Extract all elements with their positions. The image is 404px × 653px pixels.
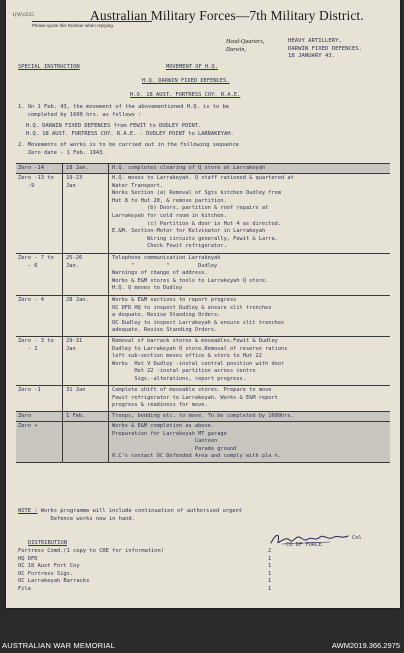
distribution-item: OC Fortress Sigs.: [18, 570, 74, 577]
zero-cell: [18, 338, 54, 353]
zero-cell: [18, 255, 54, 270]
column-divider: [62, 164, 63, 463]
date-range: 25-26: [66, 255, 83, 261]
zero-cell: Zero +: [18, 423, 38, 429]
date-cell: [66, 338, 82, 353]
note-text: Works programme will include continuation of authorised urgent Defence works now in hand.: [40, 508, 242, 522]
distribution-copies: 1: [268, 555, 272, 562]
letterhead-title: Australian Military Forces—7th Military District.: [90, 8, 364, 23]
note-label: NOTE :: [18, 508, 38, 514]
schedule-row: [16, 174, 390, 254]
task-cell: H.Q. moves to Larrakeyah. Q staff rationed & quartered at Water Transport. Works Section (a) Removal of Sgts kitchen Dudley from Hut 8 to Hut 20, & remove partition. (b) Doors, partition & roof repairs at Larrakeyah for cold room in kitchen. (c) Partition & door in Hut 4 as directed. E.&M. Section-Motor for Kelvinator in Larrakeyah Wiring circuits generally, Fewit & Larra. Check Fewit refrigerator.: [112, 175, 294, 250]
task-cell: Complete shift of moveable stores. Prepare to move Fewit refrigerator to Larrakeyah. Works & E&M report progress & readiness for move.: [112, 387, 278, 409]
hq-line: DARWIN FIXED DEFENCES.: [288, 45, 363, 52]
zero-cell: [18, 175, 54, 190]
subject-line-2: H.Q. 18 AUST. FORTRESS COY. R.A.E.: [130, 92, 241, 98]
date-cell: [66, 255, 82, 270]
task-cell: Works & E&M completion as above. Preparation for Larrakeyah MT garage Canteen Parade ground 0.C's contact OC Defended Area and comply with pla n.: [112, 423, 282, 460]
date-cell: [66, 175, 82, 190]
paragraph-1-line: 1. On 1 Feb. 43, the movement of the abovementioned H.Q. is to be: [18, 104, 229, 110]
movement-heading: MOVEMENT OF H.Q.: [166, 64, 218, 70]
date-month: Jan: [66, 345, 76, 352]
zero-end: -9: [18, 182, 35, 189]
date-cell: 31 Jan: [66, 387, 86, 393]
schedule-row: [16, 422, 390, 463]
archive-id: AWM2019.366.2975: [331, 641, 400, 650]
column-divider: [108, 164, 109, 463]
distribution-copies: 1: [268, 563, 272, 570]
date-range: 29-31: [66, 338, 83, 344]
hq-address: [288, 38, 362, 61]
schedule-row: [16, 164, 390, 174]
date-month: Jan: [66, 182, 76, 189]
hq-line: 18 JANUARY 43.: [288, 53, 336, 60]
movement-schedule: [16, 163, 390, 463]
distribution-title: DISTRIBUTION: [28, 540, 67, 546]
signature-unit: CO DF FORCE: [286, 542, 322, 548]
subject-line-1: H.Q. DARWIN FIXED DEFENCES.: [142, 78, 230, 84]
document-page: [6, 0, 400, 608]
zero-end: - 1: [18, 345, 38, 352]
distribution-copies: 1: [268, 586, 272, 592]
distribution-item: File: [18, 586, 31, 592]
zero-cell: Zero -1: [18, 387, 41, 393]
task-cell: Troops, bedding etc. to move. To be completed by 1600hrs.: [112, 413, 294, 419]
date-range: 19-23: [66, 175, 83, 181]
distribution-copies: 1: [268, 578, 272, 585]
distribution-copies: 2: [268, 548, 272, 554]
zero-cell: Zero - 4: [18, 297, 44, 303]
schedule-row: [16, 337, 390, 386]
schedule-row: [16, 412, 390, 422]
quote-number-note: Please quote this Number when replying.: [32, 21, 152, 28]
archive-credit: AUSTRALIAN WAR MEMORIAL: [2, 641, 116, 650]
distribution-item: HQ DFD: [18, 555, 38, 562]
schedule-row: [16, 386, 390, 412]
move-line: H.Q. DARWIN FIXED DEFENCES from FEWIT to DUDLEY POINT.: [26, 123, 202, 129]
hq-label-block: [226, 38, 264, 54]
distribution-item: OC Larrakeyah Barracks: [18, 578, 90, 585]
form-number: 1(W)/Z25: [12, 12, 34, 18]
task-cell: Works & E&M sections to report progress OC DFD HQ to inspect Dudley & ensure slit trenches a dequate. Revise Standing Orders. OC Dudley to inspect Larrakeyah & ensure slit trenches adequate. Revise Standing Orders.: [112, 297, 285, 334]
paragraph-2-line: Zero date - 1 Feb. 1943.: [18, 149, 106, 156]
schedule-row: [16, 296, 390, 337]
signature-rank: Col: [352, 535, 362, 541]
date-cell: 1 Feb.: [66, 413, 86, 419]
task-cell: Removal of barrack stores & moveables.Fewit & Dudley Dudley to Larrakeyah Q store.Removal of reserve rations left sub-section moves office & store to Hut 22 Works Hut V Dudley -instal central position with door Hut 22 -instal partition across centre Sigs.-alterations, report progress.: [112, 338, 288, 382]
task-cell: Telephone communication Larrakeyah " " Dudley Warnings of change of address. Works & E&M stores & tools to Larrakeyah Q store. H.Q. Q moves to Dudley: [112, 255, 269, 292]
date-cell: 18 Jan.: [66, 165, 89, 171]
schedule-row: [16, 254, 390, 296]
distribution-copies: 1: [268, 570, 272, 577]
zero-cell: Zero: [18, 413, 31, 419]
paragraph-2-line: 2. Movements of works is to be carried out in the following sequence: [18, 142, 239, 148]
date-month: Jan.: [66, 262, 79, 269]
date-cell: 28 Jan.: [66, 297, 89, 303]
distribution-item: Fortress Comd.(1 copy to CRE for information): [18, 548, 165, 554]
hq-place: Darwin,: [226, 47, 246, 53]
hq-line: HEAVY ARTILLERY,: [288, 38, 342, 44]
task-cell: H.Q. completes clearing of Q store at Larrakeyah: [112, 165, 266, 171]
zero-start: Zero - 7 to: [18, 255, 54, 261]
zero-cell: Zero -14: [18, 165, 44, 171]
move-line: H.Q. 18 AUST. FORTRESS COY. R.A.E. - DUDLEY POINT to LARRAKEYAH.: [26, 130, 234, 137]
zero-start: Zero - 3 to: [18, 338, 54, 344]
paragraph-1-line: completed by 1600 hrs. as follows :: [18, 111, 142, 118]
distribution-item: OC 18 Aust Fort Coy: [18, 563, 80, 570]
zero-end: - 6: [18, 262, 38, 269]
special-instruction-heading: SPECIAL INSTRUCTION: [18, 64, 80, 70]
zero-start: Zero -13 to: [18, 175, 54, 181]
hq-label: Head-Quarters,: [226, 39, 265, 45]
note-block: [18, 508, 242, 523]
